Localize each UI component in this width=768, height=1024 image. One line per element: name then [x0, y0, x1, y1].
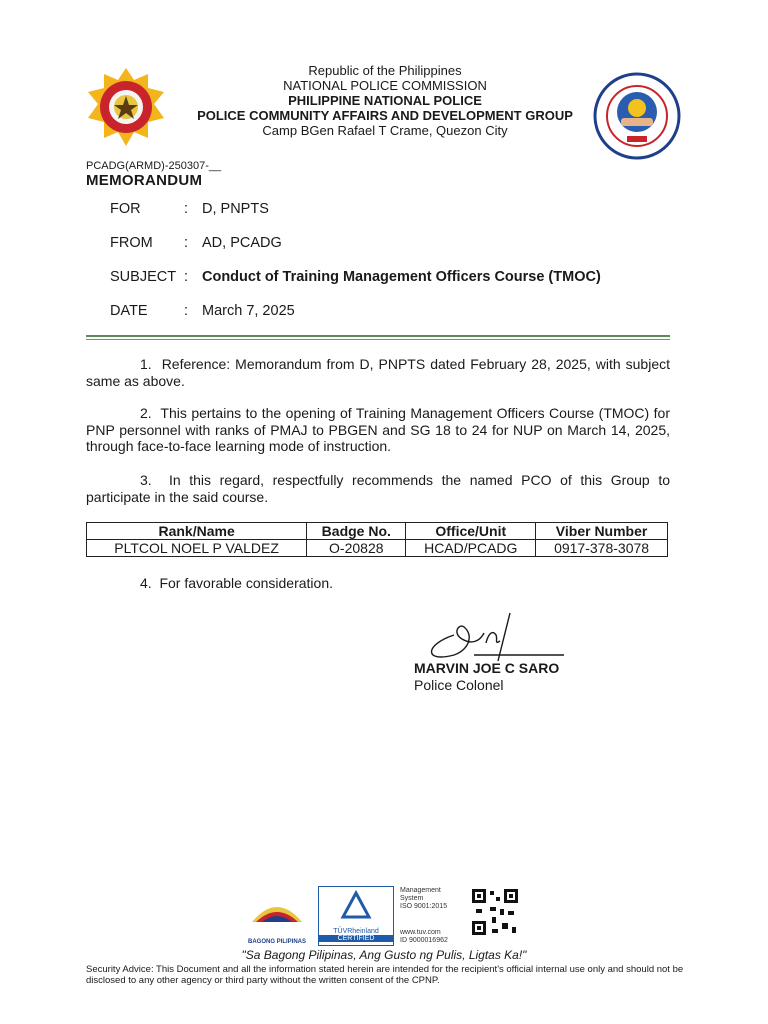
field-colon: :	[184, 303, 189, 319]
tuv-certification-logo	[318, 886, 394, 946]
letterhead-address: Camp BGen Rafael T Crame, Quezon City	[262, 123, 508, 138]
table-cell: HCAD/PCADG	[406, 540, 536, 557]
table-cell: O-20828	[307, 540, 406, 557]
column-header: Rank/Name	[87, 523, 307, 540]
letterhead	[150, 63, 620, 138]
field-colon: :	[184, 201, 189, 217]
paragraph-text: In this regard, respectfully recommends the named PCO of this Group to participate in the said course.	[86, 472, 670, 505]
pcadg-seal-logo	[587, 72, 687, 160]
paragraph-1	[86, 356, 670, 389]
iso-line: ISO 9001:2015	[400, 903, 448, 910]
table-cell: PLTCOL NOEL P VALDEZ	[87, 540, 307, 557]
iso-certification-text	[400, 887, 448, 945]
column-header: Office/Unit	[406, 523, 536, 540]
column-header: Viber Number	[536, 523, 668, 540]
paragraph-text: This pertains to the opening of Training Management Officers Course (TMOC) for PNP personnel with ranks of PMAJ to PBGEN and SG 18 to 24 for NUP on March 14, 2025, through face-to-face learning mode of instruction.	[86, 405, 671, 454]
field-key: FROM	[110, 235, 153, 251]
paragraph-4	[86, 575, 670, 592]
tuv-brand-label: TÜVRheinland	[333, 928, 379, 935]
paragraph-2	[86, 405, 670, 455]
personnel-table	[86, 522, 668, 557]
tuv-triangle-icon	[319, 887, 393, 923]
field-for	[110, 201, 269, 217]
memo-reference-number: PCADG(ARMD)-250307-__	[86, 160, 222, 172]
field-key: DATE	[110, 303, 148, 319]
field-colon: :	[184, 269, 189, 285]
field-key: FOR	[110, 201, 141, 217]
bagong-pilipinas-label: BAGONG PILIPINAS	[247, 939, 306, 945]
iso-line: Management	[400, 887, 441, 894]
field-colon: :	[184, 235, 189, 251]
bagong-pilipinas-emblem-icon	[246, 892, 308, 934]
tuv-certified-label: CERTIFIED	[319, 935, 393, 942]
signatory-name: MARVIN JOE C SARO	[414, 660, 560, 676]
field-key: SUBJECT	[110, 269, 177, 285]
paragraph-number: 4.	[140, 575, 152, 591]
field-value: AD, PCADG	[202, 235, 282, 251]
field-value: March 7, 2025	[202, 303, 295, 319]
letterhead-napolcom: NATIONAL POLICE COMMISSION	[283, 78, 487, 93]
table-row	[87, 540, 668, 557]
handwritten-signature	[414, 605, 564, 665]
paragraph-number: 2.	[140, 405, 152, 421]
letterhead-pcadg: POLICE COMMUNITY AFFAIRS AND DEVELOPMENT GROUP	[197, 108, 573, 123]
iso-id: ID 9000016962	[400, 937, 448, 944]
qr-code-icon	[470, 887, 520, 937]
paragraph-3	[86, 472, 670, 505]
field-subject	[110, 269, 601, 285]
field-value: Conduct of Training Management Officers Course (TMOC)	[202, 269, 601, 285]
signatory-rank: Police Colonel	[414, 677, 504, 693]
paragraph-text: For favorable consideration.	[159, 575, 334, 591]
iso-url: www.tuv.com	[400, 929, 441, 936]
divider-line	[86, 335, 670, 337]
table-header-row	[87, 523, 668, 540]
column-header: Badge No.	[307, 523, 406, 540]
iso-line: System	[400, 895, 424, 902]
paragraph-number: 3.	[140, 472, 152, 488]
letterhead-republic: Republic of the Philippines	[308, 63, 462, 78]
footer-motto: "Sa Bagong Pilipinas, Ang Gusto ng Pulis, Ligtas Ka!"	[241, 948, 527, 962]
divider-line	[86, 339, 670, 340]
bagong-pilipinas-logo	[246, 892, 308, 944]
paragraph-number: 1.	[140, 356, 152, 372]
letterhead-pnp: PHILIPPINE NATIONAL POLICE	[288, 93, 482, 108]
paragraph-text: Reference: Memorandum from D, PNPTS dated February 28, 2025, with subject same as above.	[86, 356, 670, 389]
security-advice: Security Advice: This Document and all the information stated herein are intended for the recipient's official internal use only and should not be disclosed to any other agency or third party without the written consent of the CPNP.	[86, 964, 684, 986]
field-date	[110, 303, 295, 319]
field-value: D, PNPTS	[202, 201, 269, 217]
memo-title: MEMORANDUM	[86, 172, 203, 189]
field-from	[110, 235, 282, 251]
table-cell: 0917-378-3078	[536, 540, 668, 557]
